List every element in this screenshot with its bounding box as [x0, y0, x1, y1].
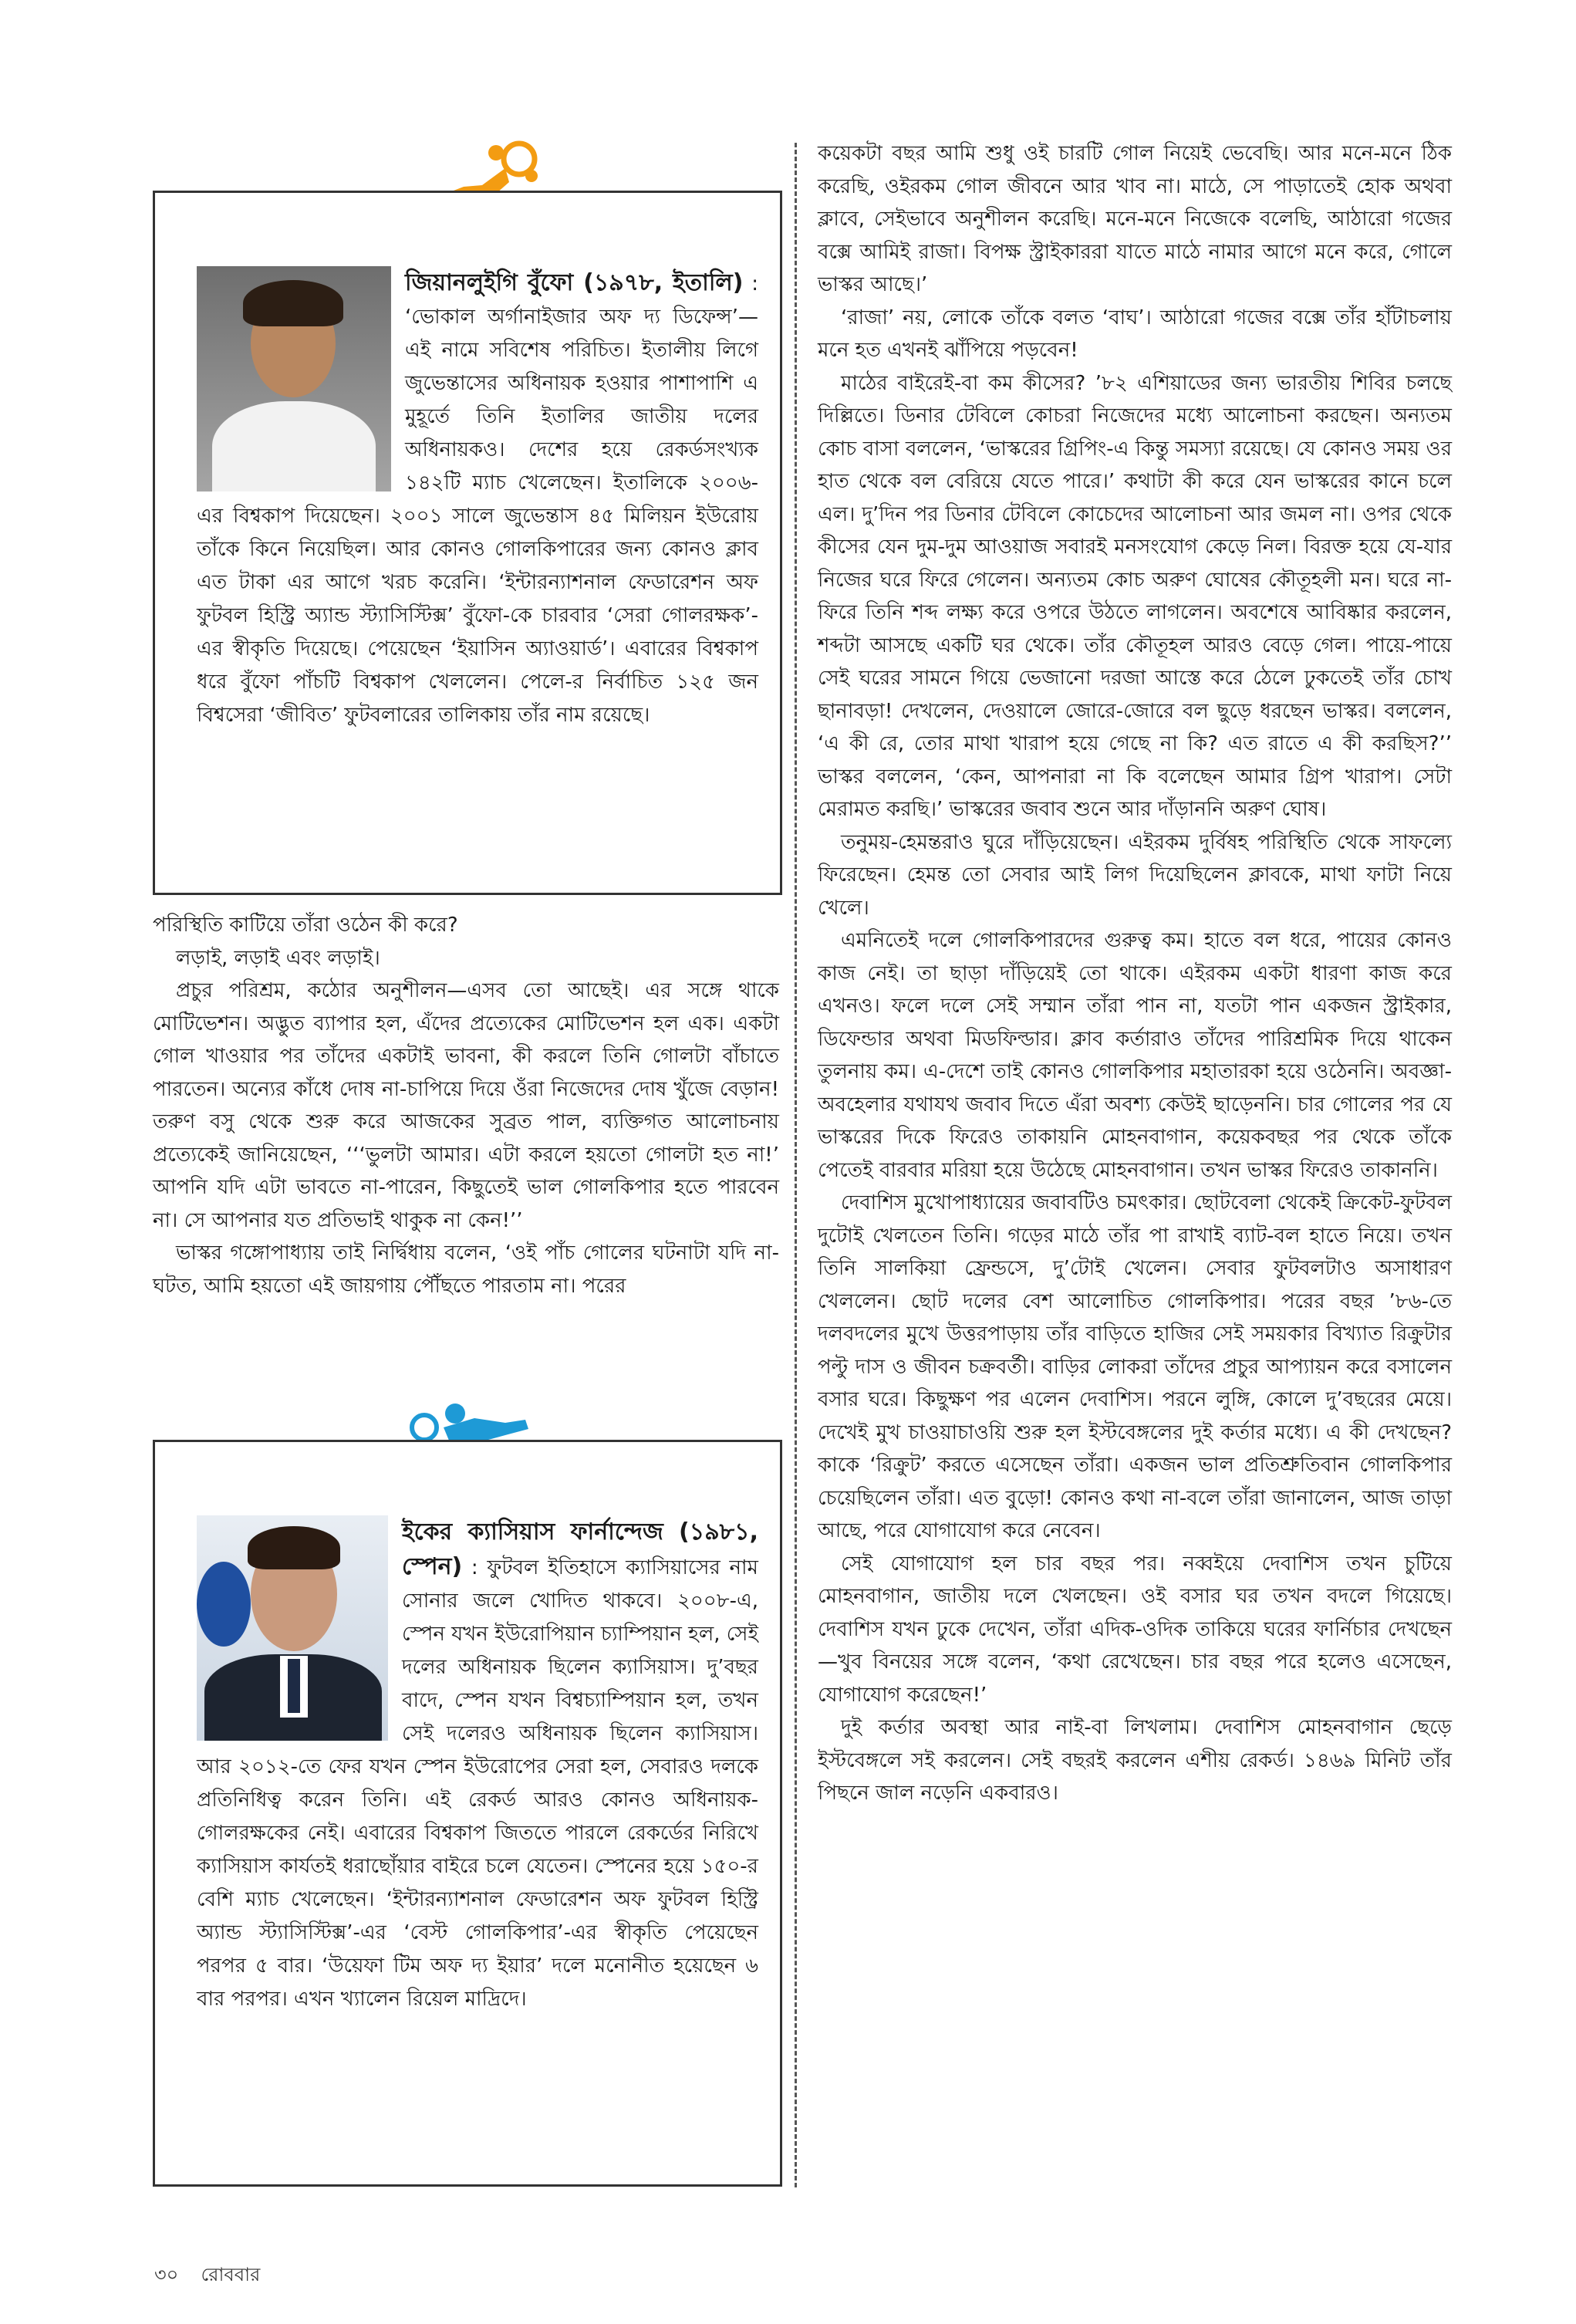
- article-paragraph: ভাস্কর গঙ্গোপাধ্যায় তাই নির্দ্বিধায় বলেন, ‘ওই পাঁচ গোলের ঘটনাটা যদি না-ঘটত, আমি হয়তো এই জায়গায় পৌঁছতে পারতাম না। পরের: [153, 1241, 779, 1298]
- photo-casillas: [197, 1515, 388, 1741]
- article-paragraph: মাঠের বাইরেই-বা কম কীসের? ’৮২ এশিয়াডের জন্য ভারতীয় শিবির চলছে দিল্লিতে। ডিনার টেবিলে কোচরা নিজেদের মধ্যে আলোচনা করছেন। অন্যতম কোচ বাসা বললেন, ‘ভাস্করের গ্রিপিং-এ কিন্তু সমস্যা রয়েছে। যে কোনও সময় ওর হাত থেকে বল বেরিয়ে যেতে পারে।’ কথাটা কী করে যেন ভাস্করের কানে চলে এল। দু’দিন পর ডিনার টেবিলে কোচেদের আলোচনা আর জমল না। ওপর থেকে কীসের যেন দুম-দুম আওয়াজ সবারই মনসংযোগ কেড়ে নিল। বিরক্ত হয়ে যে-যার নিজের ঘরে ফিরে গেলেন। অন্যতম কোচ অরুণ ঘোষের কৌতূহলী মন। ঘরে না-ফিরে তিনি শব্দ লক্ষ্য করে ওপরে উঠতে লাগলেন। অবশেষে আবিষ্কার করলেন, শব্দটা আসছে একটি ঘর থেকে। তাঁর কৌতূহল আরও বেড়ে গেল। পায়ে-পায়ে সেই ঘরের সামনে গিয়ে ভেজানো দরজা আস্তে করে ঠেলে ঢুকতেই তাঁর চোখ ছানাবড়া! দেখলেন, দেওয়ালে জোরে-জোরে বল ছুড়ে ধরছেন ভাস্কর। বললেন, ‘এ কী রে, তোর মাথা খারাপ হয়ে গেছে না কি? এত রাতে এ কী করছিস?’’ ভাস্কর বললেন, ‘কেন, আপনারা না কি বলেছেন আমার গ্রিপ খারাপ। সেটা মেরামত করছি।’ ভাস্করের জবাব শুনে আর দাঁড়াননি অরুণ ঘোষ।: [818, 371, 1452, 821]
- article-paragraph: দুই কর্তার অবস্থা আর নাই-বা লিখলাম। দেবাশিস মোহনবাগান ছেড়ে ইস্টবেঙ্গলে সই করলেন। সেই বছরই করলেন এশীয় রেকর্ড। ১৪৬৯ মিনিট তাঁর পিছনে জাল নড়েনি একবারও।: [818, 1716, 1452, 1805]
- page-number: ৩০: [154, 2264, 179, 2285]
- article-paragraph: ‘রাজা’ নয়, লোকে তাঁকে বলত ‘বাঘ’। আঠারো গজের বক্সে তাঁর হাঁটাচলায় মনে হত এখনই ঝাঁপিয়ে পড়বেন!: [818, 306, 1452, 362]
- article-paragraph: সেই যোগাযোগ হল চার বছর পর। নব্বইয়ে দেবাশিস তখন চুটিয়ে মোহনবাগান, জাতীয় দলে খেলছেন। ওই বসার ঘর তখন বদলে গিয়েছে। দেবাশিস যখন ঢুকে দেখেন, তাঁরা এদিক-ওদিক তাকিয়ে ঘরের ফার্নিচার দেখছেন—খুব বিনয়ের সঙ্গে বলেন, ‘কথা রেখেছেন। চার বছর পরে হলেও এসেছেন, যোগাযোগ করেছেন!’: [818, 1552, 1452, 1707]
- profile-text: : ‘ভোকাল অর্গানাইজার অফ দ্য ডিফেন্স’—এই নামে সবিশেষ পরিচিত। ইতালীয় লিগে জুভেন্তাসের অধিনায়ক হওয়ার পাশাপাশি এ মুহূর্তে তিনি ইতালির জাতীয় দলের অধিনায়কও। দেশের হয়ে রেকর্ডসংখ্যক ১৪২টি ম্যাচ খেলেছেন। ইতালিকে ২০০৬-এর বিশ্বকাপ দিয়েছেন। ২০০১ সালে জুভেন্তাস ৪৫ মিলিয়ন ইউরোয় তাঁকে কিনে নিয়েছিল। আর কোনও গোলকিপারের জন্য কোনও ক্লাব এত টাকা এর আগে খরচ করেনি। ‘ইন্টারন্যাশনাল ফেডারেশন অফ ফুটবল হিস্ট্রি অ্যান্ড স্ট্যাসিস্টিক্স’ বুঁফো-কে চারবার ‘সেরা গোলরক্ষক’-এর স্বীকৃতি দিয়েছে। পেয়েছেন ‘ইয়াসিন অ্যাওয়ার্ড’। এবারের বিশ্বকাপ ধরে বুঁফো পাঁচটি বিশ্বকাপ খেললেন। পেলে-র নির্বাচিত ১২৫ জন বিশ্বসেরা ‘জীবিত’ ফুটবলারের তালিকায় তাঁর নাম রয়েছে।: [197, 272, 758, 727]
- article-paragraph: তনুময়-হেমন্তরাও ঘুরে দাঁড়িয়েছেন। এইরকম দুর্বিষহ পরিস্থিতি থেকে সাফল্যে ফিরেছেন। হেমন্ত তো সেবার আই লিগ দিয়েছিলেন ক্লাবকে, মাথা ফাটা নিয়ে খেলে।: [818, 830, 1452, 920]
- photo-buffon: [197, 266, 391, 491]
- article-paragraph: প্রচুর পরিশ্রম, কঠোর অনুশীলন—এসব তো আছেই। এর সঙ্গে থাকে মোটিভেশন। অদ্ভুত ব্যাপার হল, এঁদের প্রত্যেকের মোটিভেশন হল এক। একটা গোল খাওয়ার পর তাঁদের একটাই ভাবনা, কী করলে তিনি গোলটা বাঁচাতে পারতেন। অন্যের কাঁধে দোষ না-চাপিয়ে দিয়ে ওঁরা নিজেদের দোষ খুঁজে বেড়ান! তরুণ বসু থেকে শুরু করে আজকের সুব্রত পাল, ব্যক্তিগত আলোচনায় প্রত্যেকেই জানিয়েছেন, ‘‘‘ভুলটা আমার। এটা করলে হয়তো গোলটা হত না!’ আপনি যদি এটা ভাবতে না-পারেন, কিছুতেই ভাল গোলকিপার হতে পারবেন না। সে আপনার যত প্রতিভাই থাকুক না কেন!’’: [153, 979, 779, 1232]
- article-paragraph: লড়াই, লড়াই এবং লড়াই।: [176, 946, 380, 970]
- article-paragraph: দেবাশিস মুখোপাধ্যায়ের জবাবটিও চমৎকার। ছোটবেলা থেকেই ক্রিকেট-ফুটবল দুটোই খেলতেন তিনি। গড়ের মাঠে তাঁর পা রাখাই ব্যাট-বল হাতে নিয়ে। তখন তিনি সালকিয়া ফ্রেন্ডসে, দু’টোই খেলেন। সেবার ফুটবলটাও অসাধারণ খেললেন। ছোট দলের বেশ আলোচিত গোলকিপার। পরের বছর ’৮৬-তে দলবদলের মুখে উত্তরপাড়ায় তাঁর বাড়িতে হাজির সেই সময়কার বিখ্যাত রিক্রুটার পল্টু দাস ও জীবন চক্রবর্তী। বাড়ির লোকরা তাঁদের প্রচুর আপ্যায়ন করে বসালেন বসার ঘরে। কিছুক্ষণ পর এলেন দেবাশিস। পরনে লুঙ্গি, কোলে দু’বছরের মেয়ে। দেখেই মুখ চাওয়াচাওয়ি শুরু হল ইস্টবেঙ্গলের দুই কর্তার মধ্যে। এ কী দেখছেন? কাকে ‘রিক্রুট’ করতে এসেছেন তাঁরা। একজন ভাল প্রতিশ্রুতিবান গোলকিপার চেয়েছিলেন তাঁরা। এত বুড়ো! কোনও কথা না-বলে তাঁরা জানালেন, আজ তাড়া আছে, পরে যোগাযোগ করে নেবেন।: [818, 1191, 1452, 1542]
- profile-heading: জিয়ানলুইগি বুঁফো (১৯৭৮, ইতালি): [405, 269, 744, 296]
- column-divider: [795, 143, 797, 2187]
- article-paragraph: পরিস্থিতি কাটিয়ে তাঁরা ওঠেন কী করে?: [153, 914, 458, 937]
- magazine-name: রোববার: [201, 2264, 261, 2285]
- profile-heading: ইকের ক্যাসিয়াস ফার্নান্দেজ (১৯৮১, স্পেন): [402, 1518, 758, 1580]
- article-left-column: [153, 909, 779, 1302]
- page-footer: [154, 2261, 260, 2292]
- profile-box-buffon: [153, 191, 782, 895]
- profile-text: : ফুটবল ইতিহাসে ক্যাসিয়াসের নাম সোনার জলে খোদিত থাকবে। ২০০৮-এ, স্পেন যখন ইউরোপিয়ান চ্যাম্পিয়ান হল, সেই দলের অধিনায়ক ছিলেন ক্যাসিয়াস। দু’বছর বাদে, স্পেন যখন বিশ্বচ্যাম্পিয়ান হল, তখন সেই দলেরও অধিনায়ক ছিলেন ক্যাসিয়াস। আর ২০১২-তে ফের যখন স্পেন ইউরোপের সেরা হল, সেবারও দলকে প্রতিনিধিত্ব করেন তিনি। এই রেকর্ড আরও কোনও অধিনায়ক-গোলরক্ষকের নেই। এবারের বিশ্বকাপ জিততে পারলে রেকর্ডের নিরিখে ক্যাসিয়াস কার্যতই ধরাছোঁয়ার বাইরে চলে যেতেন। স্পেনের হয়ে ১৫০-র বেশি ম্যাচ খেলেছেন। ‘ইন্টারন্যাশনাল ফেডারেশন অফ ফুটবল হিস্ট্রি অ্যান্ড স্ট্যাসিস্টিক্স’-এর ‘বেস্ট গোলকিপার’-এর স্বীকৃতি পেয়েছেন পরপর ৫ বার। ‘উয়েফা টিম অফ দ্য ইয়ার’ দলে মনোনীত হয়েছেন ৬ বার পরপর। এখন খ্যালেন রিয়েল মাদ্রিদে।: [197, 1556, 758, 2011]
- article-right-column: [818, 137, 1452, 1810]
- profile-box-casillas: [153, 1440, 782, 2187]
- article-paragraph: এমনিতেই দলে গোলকিপারদের গুরুত্ব কম। হাতে বল ধরে, পায়ের কোনও কাজ নেই। তা ছাড়া দাঁড়িয়েই তো থাকে। এইরকম একটা ধারণা কাজ করে এখনও। ফলে দলে সেই সম্মান তাঁরা পান না, যতটা পান একজন স্ট্রাইকার, ডিফেন্ডার অথবা মিডফিল্ডার। ক্লাব কর্তারাও তাঁদের পারিশ্রমিক দিয়ে থাকেন তুলনায় কম। এ-দেশে তাই কোনও গোলকিপার মহাতারকা হয়ে ওঠেননি। অবজ্ঞা-অবহেলার যথাযথ জবাব দিতে এঁরা অবশ্য কেউই ছাড়েননি। চার গোলের পর যে ভাস্করের দিকে ফিরেও তাকায়নি মোহনবাগান, কয়েকবছর পর থেকে তাঁকে পেতেই বারবার মরিয়া হয়ে উঠেছে মোহনবাগান। তখন ভাস্কর ফিরেও তাকাননি।: [818, 929, 1452, 1182]
- article-paragraph: কয়েকটা বছর আমি শুধু ওই চারটি গোল নিয়েই ভেবেছি। আর মনে-মনে ঠিক করেছি, ওইরকম গোল জীবনে আর খাব না। মাঠে, সে পাড়াতেই হোক অথবা ক্লাবে, সেইভাবে অনুশীলন করেছি। মনে-মনে নিজেকে বলেছি, আঠারো গজের বক্সে আমিই রাজা। বিপক্ষ স্ট্রাইকাররা যাতে মাঠে নামার আগে মনে করে, গোলে ভাস্কর আছে।’: [818, 142, 1452, 296]
